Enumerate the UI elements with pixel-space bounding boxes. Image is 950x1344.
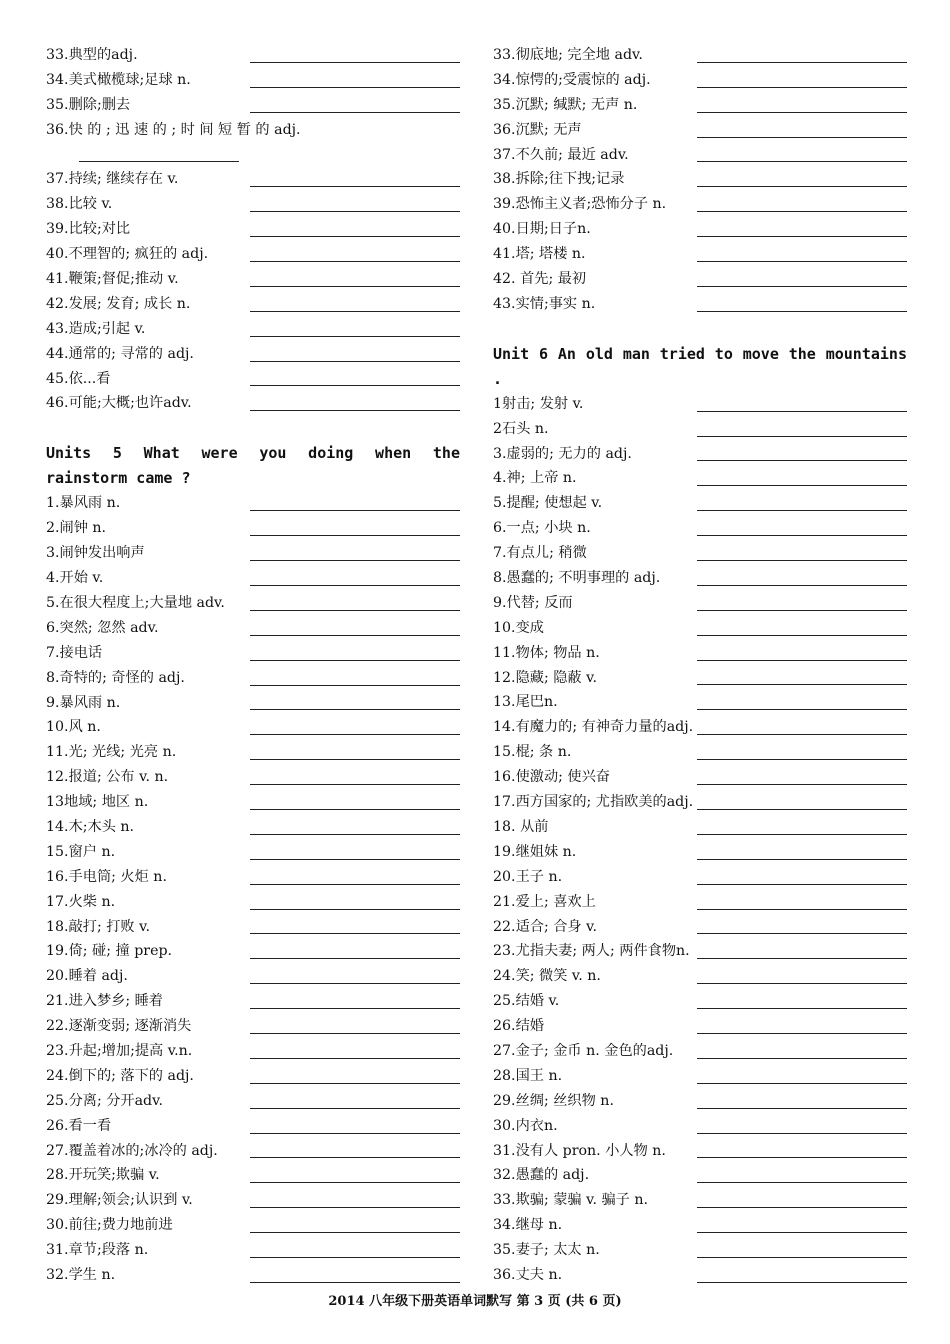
right-column [493,43,907,1288]
answer-blank[interactable] [697,137,907,138]
vocab-prompt: 44.通常的; 寻常的 adj. [46,345,194,362]
vocab-prompt: 42. 首先; 最初 [493,271,587,288]
vocab-item [493,442,907,467]
vocab-item [46,964,460,989]
answer-blank[interactable] [697,261,907,262]
vocab-prompt: 42.发展; 发育; 成长 n. [46,295,191,312]
vocab-prompt: 9.暴风雨 n. [46,694,121,711]
answer-blank[interactable] [250,1232,460,1233]
answer-blank[interactable] [250,1207,460,1208]
answer-blank[interactable] [250,685,460,686]
vocab-item [46,939,460,964]
answer-blank[interactable] [697,660,907,661]
vocab-item [493,466,907,491]
vocab-item [493,68,907,93]
vocab-prompt: 18.敲打; 打败 v. [46,918,150,935]
vocab-prompt: 22.逐渐变弱; 逐渐消失 [46,1018,192,1035]
vocab-prompt: 34.继母 n. [493,1217,563,1234]
vocab-prompt: 4.神; 上帝 n. [493,470,577,487]
vocab-prompt: 45.依...看 [46,370,111,387]
vocab-prompt: 41.塔; 塔楼 n. [493,246,586,263]
vocab-prompt: 12.隐藏; 隐蔽 v. [493,669,597,686]
vocab-item [46,1039,460,1064]
answer-blank[interactable] [250,1257,460,1258]
answer-blank[interactable] [697,87,907,88]
vocab-item [493,790,907,815]
answer-blank[interactable] [250,884,460,885]
answer-blank[interactable] [250,510,460,511]
vocab-prompt: 7.接电话 [46,644,103,661]
vocab-prompt: 26.看一看 [46,1117,112,1134]
vocab-prompt: 3.虚弱的; 无力的 adj. [493,445,632,462]
answer-blank[interactable] [697,759,907,760]
vocab-item [493,1014,907,1039]
vocab-prompt: 22.适合; 合身 v. [493,918,597,935]
vocab-prompt: 35.删除;删去 [46,96,131,113]
vocab-item [493,765,907,790]
answer-blank[interactable] [697,859,907,860]
vocab-prompt: 21.进入梦乡; 睡着 [46,993,163,1010]
vocab-item [46,342,460,367]
answer-blank[interactable] [697,112,907,113]
vocab-prompt: 10.风 n. [46,719,101,736]
vocab-item [493,1139,907,1164]
answer-blank[interactable] [250,1282,460,1283]
vocab-prompt: 24.笑; 微笑 v. n. [493,968,601,985]
vocab-item [46,790,460,815]
vocab-prompt: 19.倚; 碰; 撞 prep. [46,943,173,960]
vocab-prompt: 27.覆盖着冰的;冰冷的 adj. [46,1142,218,1159]
answer-blank[interactable] [250,211,460,212]
vocab-prompt: 20.睡着 adj. [46,968,128,985]
vocab-item [493,1064,907,1089]
vocab-prompt: 29.理解;领会;认识到 v. [46,1192,193,1209]
answer-blank[interactable] [697,186,907,187]
unit5-list [46,491,460,1288]
answer-blank[interactable] [697,1232,907,1233]
answer-blank[interactable] [697,236,907,237]
vocab-prompt: 36.丈夫 n. [493,1266,563,1283]
answer-blank[interactable] [697,958,907,959]
answer-blank[interactable] [250,1033,460,1034]
vocab-prompt: 35.沉默; 缄默; 无声 n. [493,96,638,113]
answer-blank[interactable] [697,1058,907,1059]
answer-blank[interactable] [697,610,907,611]
answer-blank[interactable] [697,1257,907,1258]
vocab-item [46,1213,460,1238]
answer-blank[interactable] [697,460,907,461]
vocab-item [493,1213,907,1238]
answer-blank[interactable] [250,62,460,63]
answer-blank[interactable] [697,485,907,486]
left-pre-list [46,43,460,416]
vocab-prompt: 28.开玩笑;欺骗 v. [46,1167,160,1184]
vocab-item [46,1263,460,1288]
answer-blank[interactable] [697,1182,907,1183]
vocab-prompt: 9.代替; 反而 [493,594,573,611]
vocab-prompt: 8.愚蠢的; 不明事理的 adj. [493,570,661,587]
vocab-item [493,715,907,740]
answer-blank[interactable] [697,585,907,586]
vocab-item [493,1263,907,1288]
answer-blank[interactable] [697,560,907,561]
vocab-item [46,242,460,267]
vocab-prompt: 5.提醒; 使想起 v. [493,495,603,512]
vocab-item [46,1064,460,1089]
answer-blank[interactable] [697,1157,907,1158]
vocab-item [46,666,460,691]
vocab-prompt: 25.结婚 v. [493,993,560,1010]
answer-blank[interactable] [697,635,907,636]
answer-blank[interactable] [250,784,460,785]
vocab-prompt: 21.爱上; 喜欢上 [493,893,596,910]
answer-blank[interactable] [250,759,460,760]
vocab-prompt: 8.奇特的; 奇怪的 adj. [46,669,185,686]
vocab-prompt: 38.比较 v. [46,196,113,213]
vocab-prompt: 16.手电筒; 火炬 n. [46,868,167,885]
vocab-prompt: 15.棍; 条 n. [493,744,572,761]
answer-blank[interactable] [697,1207,907,1208]
vocab-prompt: 16.使激动; 使兴奋 [493,769,610,786]
vocab-item [493,192,907,217]
vocab-item [46,267,460,292]
answer-blank[interactable] [697,211,907,212]
answer-blank[interactable] [79,161,239,162]
vocab-item [46,217,460,242]
vocab-item [493,167,907,192]
vocab-item [493,690,907,715]
vocab-item [493,267,907,292]
vocab-item [493,939,907,964]
vocab-item [493,840,907,865]
vocab-item [46,43,460,68]
answer-blank[interactable] [697,709,907,710]
vocab-prompt: 7.有点儿; 稍微 [493,545,587,562]
vocab-item [493,566,907,591]
vocab-item [46,591,460,616]
answer-blank[interactable] [250,261,460,262]
answer-blank[interactable] [250,635,460,636]
vocab-item [46,292,460,317]
vocab-item [493,1089,907,1114]
vocab-prompt: 43.造成;引起 v. [46,320,146,337]
answer-blank[interactable] [250,410,460,411]
vocab-item [46,815,460,840]
vocab-prompt: 19.继姐妹 n. [493,843,577,860]
vocab-item [46,691,460,716]
vocab-prompt: 34.美式橄榄球;足球 n. [46,71,191,88]
answer-blank[interactable] [250,983,460,984]
answer-blank[interactable] [697,286,907,287]
answer-blank[interactable] [697,62,907,63]
vocab-item [46,68,460,93]
vocab-prompt: 39.恐怖主义者;恐怖分子 n. [493,196,667,213]
vocab-prompt: 40.不理智的; 疯狂的 adj. [46,246,209,263]
vocab-prompt: 14.有魔力的; 有神奇力量的adj. [493,719,694,736]
answer-blank[interactable] [250,112,460,113]
unit6-title: Unit 6 An old man tried to move the mountains . [493,344,907,388]
vocab-item [46,367,460,392]
vocab-prompt: 27.金子; 金币 n. 金色的adj. [493,1042,674,1059]
answer-blank[interactable] [697,311,907,312]
vocab-item [493,1039,907,1064]
answer-blank[interactable] [697,684,907,685]
answer-blank[interactable] [697,784,907,785]
vocab-prompt: 3.闹钟发出响声 [46,545,145,562]
vocab-item [493,516,907,541]
vocab-prompt: 33.彻底地; 完全地 adv. [493,47,643,63]
answer-blank[interactable] [250,585,460,586]
vocab-prompt: 46.可能;大概;也许adv. [46,395,192,412]
vocab-prompt: 30.内衣n. [493,1117,558,1134]
right-pre-list [493,43,907,317]
answer-blank[interactable] [250,1108,460,1109]
answer-blank[interactable] [250,734,460,735]
vocab-item [46,1014,460,1039]
vocab-prompt: 31.没有人 pron. 小人物 n. [493,1142,666,1159]
answer-blank[interactable] [250,1133,460,1134]
answer-blank[interactable] [250,933,460,934]
vocab-prompt: 18. 从前 [493,818,549,835]
vocab-prompt: 26.结婚 [493,1018,544,1035]
vocab-prompt: 32.愚蠢的 adj. [493,1167,590,1184]
vocab-prompt: 34.惊愕的;受震惊的 adj. [493,71,651,88]
vocab-item [493,217,907,242]
vocab-prompt: 13.尾巴n. [493,694,558,711]
vocab-item [46,1188,460,1213]
answer-blank[interactable] [250,560,460,561]
page-footer: 2014 八年级下册英语单词默写 第 3 页 (共 6 页) [328,1294,622,1309]
answer-blank[interactable] [697,161,907,162]
vocab-item [493,740,907,765]
answer-blank[interactable] [250,1182,460,1183]
answer-blank[interactable] [697,535,907,536]
vocab-prompt: 15.窗户 n. [46,843,116,860]
vocab-item [46,1238,460,1263]
vocab-item [46,317,460,342]
vocab-prompt: 2石头 n. [493,420,549,437]
answer-blank[interactable] [250,311,460,312]
vocab-item [493,292,907,317]
vocab-prompt: 1.暴风雨 n. [46,495,121,512]
vocab-prompt: 36.快 的 ; 迅 速 的 ; 时 间 短 暂 的 adj. [46,121,301,138]
vocab-item [493,616,907,641]
vocab-item [493,591,907,616]
vocab-item [493,392,907,417]
answer-blank[interactable] [697,809,907,810]
vocab-item [493,43,907,68]
vocab-item [46,616,460,641]
vocab-item [46,391,460,416]
answer-blank[interactable] [250,186,460,187]
vocab-item [493,989,907,1014]
answer-blank[interactable] [697,1033,907,1034]
vocab-item [46,641,460,666]
vocab-item [493,964,907,989]
answer-blank[interactable] [697,1108,907,1109]
vocab-prompt: 17.火柴 n. [46,893,116,910]
vocab-prompt: 6.一点; 小块 n. [493,520,591,537]
answer-blank[interactable] [250,909,460,910]
answer-blank[interactable] [250,336,460,337]
vocab-prompt: 37.持续; 继续存在 v. [46,171,179,188]
vocab-prompt: 33.典型的adj. [46,47,138,63]
vocab-prompt: 36.沉默; 无声 [493,121,582,138]
vocab-prompt: 39.比较;对比 [46,221,131,238]
answer-blank[interactable] [250,834,460,835]
answer-blank[interactable] [250,660,460,661]
vocab-item [46,765,460,790]
vocab-prompt: 33.欺骗; 蒙骗 v. 骗子 n. [493,1192,648,1209]
vocab-prompt: 40.日期;日子n. [493,221,591,238]
vocab-item [493,1238,907,1263]
vocab-item [493,93,907,118]
vocab-item [493,641,907,666]
vocab-prompt: 37.不久前; 最近 adv. [493,146,629,163]
vocab-prompt: 20.王子 n. [493,868,563,885]
answer-blank[interactable] [250,87,460,88]
vocab-prompt: 17.西方国家的; 尤指欧美的adj. [493,794,694,811]
answer-blank[interactable] [250,709,460,710]
vocab-item [46,1139,460,1164]
vocab-prompt: 11.光; 光线; 光亮 n. [46,744,177,761]
vocab-prompt: 41.鞭策;督促;推动 v. [46,271,179,288]
vocab-item [46,541,460,566]
vocab-prompt: 11.物体; 物品 n. [493,644,600,661]
vocab-item [46,566,460,591]
answer-blank[interactable] [697,734,907,735]
vocab-prompt: 28.国王 n. [493,1067,563,1084]
vocab-item [46,167,460,192]
vocab-item [46,1163,460,1188]
answer-blank[interactable] [697,411,907,412]
vocab-item [493,1114,907,1139]
vocab-prompt: 2.闹钟 n. [46,520,107,537]
vocab-prompt: 13地域; 地区 n. [46,794,149,811]
vocab-prompt: 29.丝绸; 丝织物 n. [493,1092,614,1109]
vocab-item [46,915,460,940]
vocab-item [493,491,907,516]
answer-blank[interactable] [697,834,907,835]
unit6-list [493,392,907,1288]
vocab-prompt: 23.尤指夫妻; 两人; 两件食物n. [493,943,690,960]
vocab-item [46,516,460,541]
vocab-item [493,865,907,890]
vocab-item [493,541,907,566]
vocab-prompt: 31.章节;段落 n. [46,1242,149,1259]
vocab-item [46,192,460,217]
vocab-item [46,740,460,765]
vocab-item [493,1188,907,1213]
vocab-item [46,118,460,168]
vocab-item [493,242,907,267]
vocab-item [46,1089,460,1114]
vocab-item [493,666,907,691]
answer-blank[interactable] [250,1083,460,1084]
vocab-item [493,118,907,143]
answer-blank[interactable] [250,1157,460,1158]
vocab-item [493,1163,907,1188]
vocab-item [493,890,907,915]
vocab-prompt: 32.学生 n. [46,1266,116,1283]
answer-blank[interactable] [250,361,460,362]
answer-blank[interactable] [250,610,460,611]
vocab-prompt: 38.拆除;往下拽;记录 [493,171,625,188]
spacer [46,416,460,441]
vocab-prompt: 12.报道; 公布 v. n. [46,769,169,786]
answer-blank[interactable] [697,436,907,437]
answer-blank[interactable] [250,859,460,860]
spacer [493,317,907,342]
vocab-item [46,93,460,118]
answer-blank[interactable] [697,1008,907,1009]
vocab-prompt: 35.妻子; 太太 n. [493,1242,600,1259]
vocab-item [493,915,907,940]
vocab-prompt: 23.升起;增加;提高 v.n. [46,1042,193,1059]
answer-blank[interactable] [250,1058,460,1059]
vocab-item [493,417,907,442]
vocab-prompt: 10.变成 [493,619,544,636]
answer-blank[interactable] [697,933,907,934]
answer-blank[interactable] [697,510,907,511]
answer-blank[interactable] [697,1133,907,1134]
vocab-prompt: 43.实情;事实 n. [493,295,596,312]
vocab-item [46,840,460,865]
answer-blank[interactable] [697,884,907,885]
answer-blank[interactable] [697,909,907,910]
vocab-prompt: 1射击; 发射 v. [493,395,584,412]
answer-blank[interactable] [250,809,460,810]
vocab-item [46,1114,460,1139]
answer-blank[interactable] [250,385,460,386]
vocab-prompt: 30.前往;费力地前进 [46,1217,173,1234]
vocab-item [46,890,460,915]
vocab-prompt: 14.木;木头 n. [46,818,135,835]
vocab-prompt: 25.分离; 分开adv. [46,1092,163,1109]
unit5-title: Units 5 What were you doing when the rainstorm came ? [46,444,460,488]
answer-blank[interactable] [250,535,460,536]
vocab-item [493,143,907,168]
vocab-item [46,989,460,1014]
answer-blank[interactable] [250,286,460,287]
vocab-item [46,865,460,890]
vocab-item [46,491,460,516]
left-column [46,43,460,1288]
answer-blank[interactable] [250,1008,460,1009]
vocab-prompt: 4.开始 v. [46,570,104,587]
vocab-prompt: 24.倒下的; 落下的 adj. [46,1067,194,1084]
vocab-item [46,715,460,740]
answer-blank[interactable] [697,1083,907,1084]
answer-blank[interactable] [250,236,460,237]
answer-blank[interactable] [697,983,907,984]
vocab-prompt: 5.在很大程度上;大量地 adv. [46,594,225,611]
answer-blank[interactable] [697,1282,907,1283]
vocab-item [493,815,907,840]
answer-blank[interactable] [250,958,460,959]
vocab-prompt: 6.突然; 忽然 adv. [46,619,159,636]
